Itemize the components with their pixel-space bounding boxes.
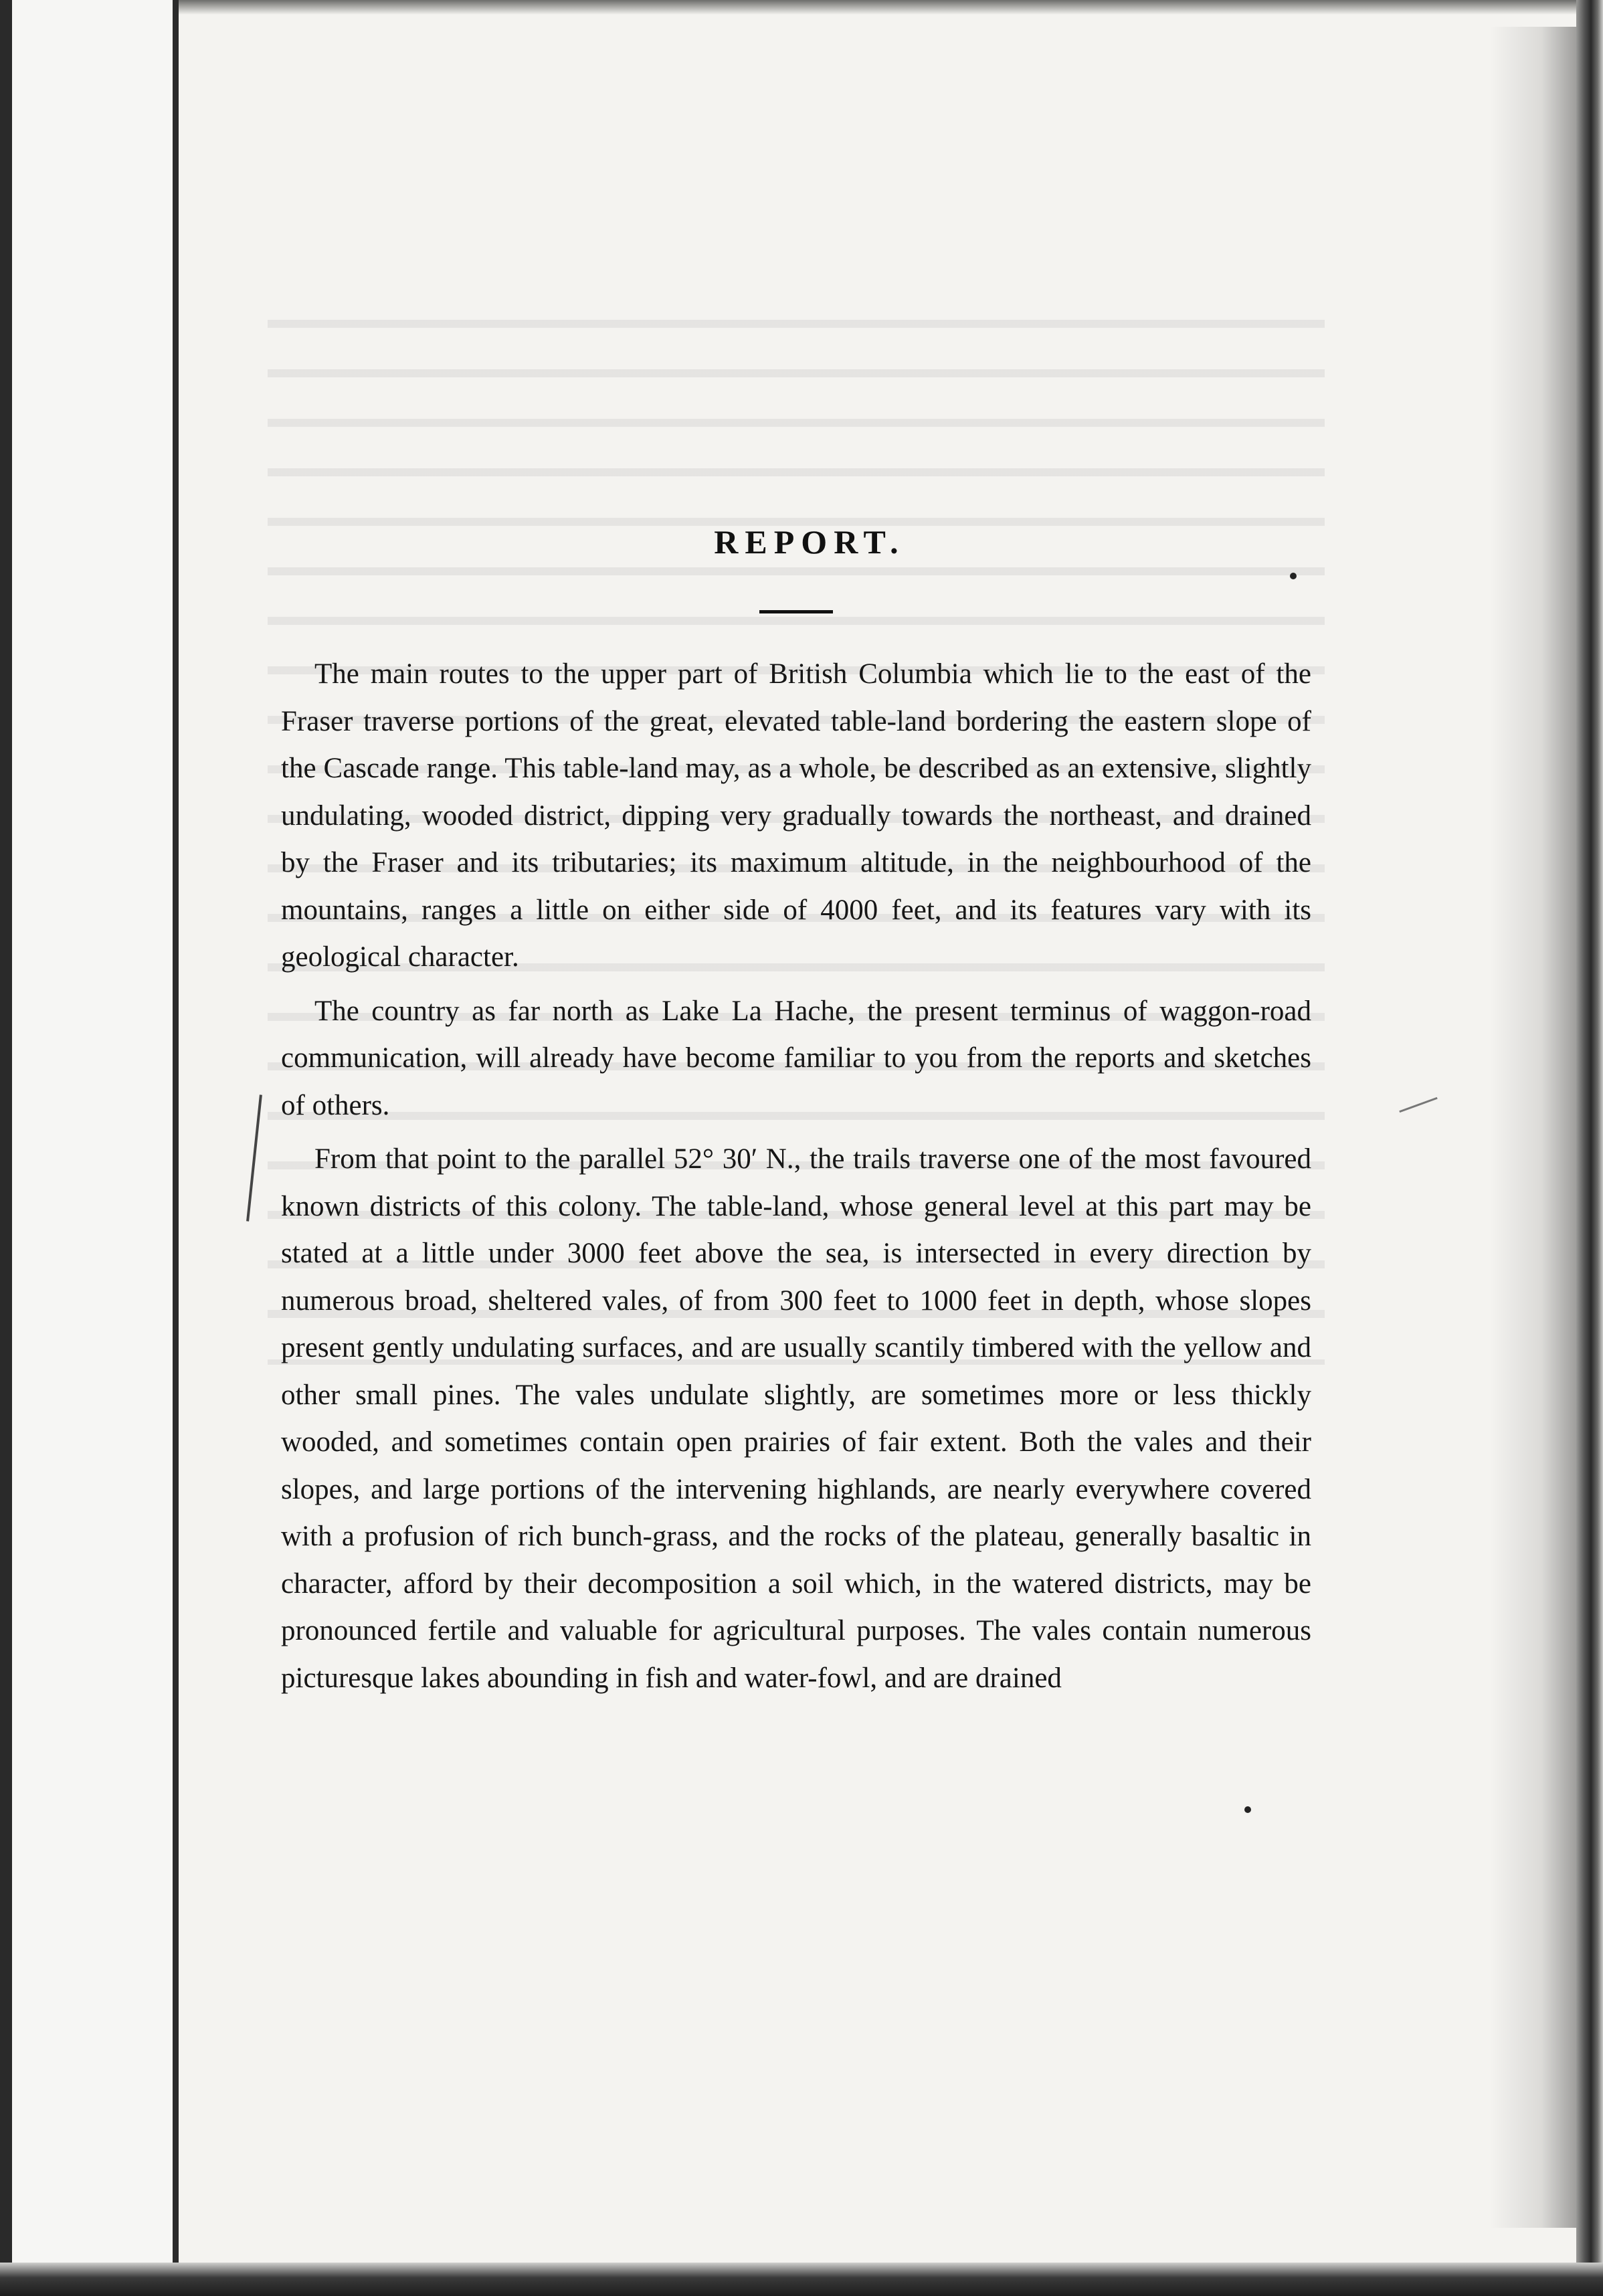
page-curl-shadow: [1489, 27, 1576, 2228]
page-title: REPORT.: [714, 523, 905, 561]
paragraph-2: The country as far north as Lake La Hache, the present terminus of waggon-road communication, will already have become familiar to you from the reports and sketches of others.: [281, 995, 1311, 1121]
report-page: [281, 522, 1311, 1709]
ink-speck: [1244, 1806, 1251, 1813]
scan-top-border: [179, 0, 1577, 15]
scan-right-border: [1576, 0, 1603, 2296]
margin-pencil-mark: [246, 1094, 262, 1221]
scan-left-border: [0, 0, 12, 2296]
paragraph-1: The main routes to the upper part of British Columbia which lie to the east of the Fraser traverse portions of the great, elevated table-land bordering the eastern slope of the Cascade range. This table-land may, as a whole, be described as an extensive, slightly undulating, wooded district, dipping very gradually towards the northeast, and drained by the Fraser and its tributaries; its maximum altitude, in the neighbourhood of the mountains, ranges a little on either side of 4000 feet, and its features vary with its geological character.: [281, 658, 1311, 973]
paragraph-3: From that point to the parallel 52° 30′ N., the trails traverse one of the most favoured known districts of this colony. The table-land, whose general level at this part may be stated at a little under 3000 feet above the sea, is intersected in every direction by numerous broad, sheltered vales, of from 300 feet to 1000 feet in depth, whose slopes present gently undulating surfaces, and are usually scantily timbered with the yellow and other small pines. The vales undulate slightly, are sometimes more or less thickly wooded, and sometimes contain open prairies of fair extent. Both the vales and their slopes, and large portions of the intervening highlands, are nearly everywhere covered with a profusion of rich bunch-grass, and the rocks of the plateau, generally basaltic in character, afford by their decomposition a soil which, in the watered districts, may be pronounced fertile and valuable for agricultural purposes. The vales contain numerous picturesque lakes abounding in fish and water-fowl, and are drained: [281, 1143, 1311, 1694]
title-rule: [759, 610, 833, 613]
facing-page-strip: [12, 0, 173, 2296]
stray-ink-mark: [1399, 1097, 1437, 1113]
scan-bottom-border: [0, 2263, 1603, 2296]
page-gutter: [173, 0, 179, 2296]
